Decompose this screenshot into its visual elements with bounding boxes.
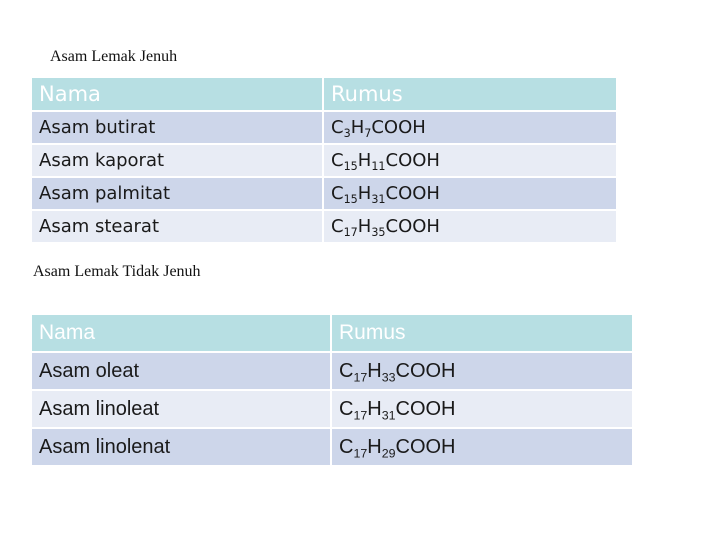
column-header-name: Nama [32,315,332,353]
formula-subscript: 17 [353,369,368,384]
table-header-row [32,78,616,112]
table-row [32,112,616,145]
formula-subscript: 35 [371,225,386,239]
formula-cell: $C_3H_7COOH$ [324,112,616,145]
formula-cell: $C_{17}H_{29}COOH$ [332,429,632,465]
formula-cell: $C_{17}H_{31}COOH$ [332,391,632,429]
acid-name-cell: Asam butirat [32,112,324,145]
formula-subscript: 15 [343,192,358,206]
formula-subscript: 3 [343,126,351,140]
column-header-formula: Rumus [324,78,616,112]
formula-subscript: 17 [343,225,358,239]
formula-subscript: 31 [381,407,396,422]
acid-name-cell: Asam linoleat [32,391,332,429]
table-header-row [32,315,632,353]
formula-cell: $C_{15}H_{11}COOH$ [324,145,616,178]
column-header-name: Nama [32,78,324,112]
acid-name-cell: Asam palmitat [32,178,324,211]
saturated-fatty-acid-table [32,78,616,242]
formula-subscript: 11 [371,159,386,173]
formula-cell: $C_{15}H_{31}COOH$ [324,178,616,211]
formula-cell: $C_{17}H_{35}COOH$ [324,211,616,242]
formula-subscript: 7 [364,126,372,140]
table-row [32,391,632,429]
table-row [32,429,632,465]
acid-name-cell: Asam kaporat [32,145,324,178]
formula-subscript: 17 [353,445,368,460]
unsaturated-fatty-acid-table [32,315,632,465]
formula-cell: $C_{17}H_{33}COOH$ [332,353,632,391]
table-row [32,353,632,391]
formula-subscript: 17 [353,407,368,422]
column-header-formula: Rumus [332,315,632,353]
acid-name-cell: Asam oleat [32,353,332,391]
table-row [32,145,616,178]
acid-name-cell: Asam stearat [32,211,324,242]
formula-subscript: 29 [381,445,396,460]
acid-name-cell: Asam linolenat [32,429,332,465]
saturated-caption: Asam Lemak Jenuh [50,48,178,65]
table-row [32,211,616,242]
formula-subscript: 33 [381,369,396,384]
table-row [32,178,616,211]
formula-subscript: 31 [371,192,386,206]
unsaturated-caption: Asam Lemak Tidak Jenuh [33,263,201,280]
formula-subscript: 15 [343,159,358,173]
